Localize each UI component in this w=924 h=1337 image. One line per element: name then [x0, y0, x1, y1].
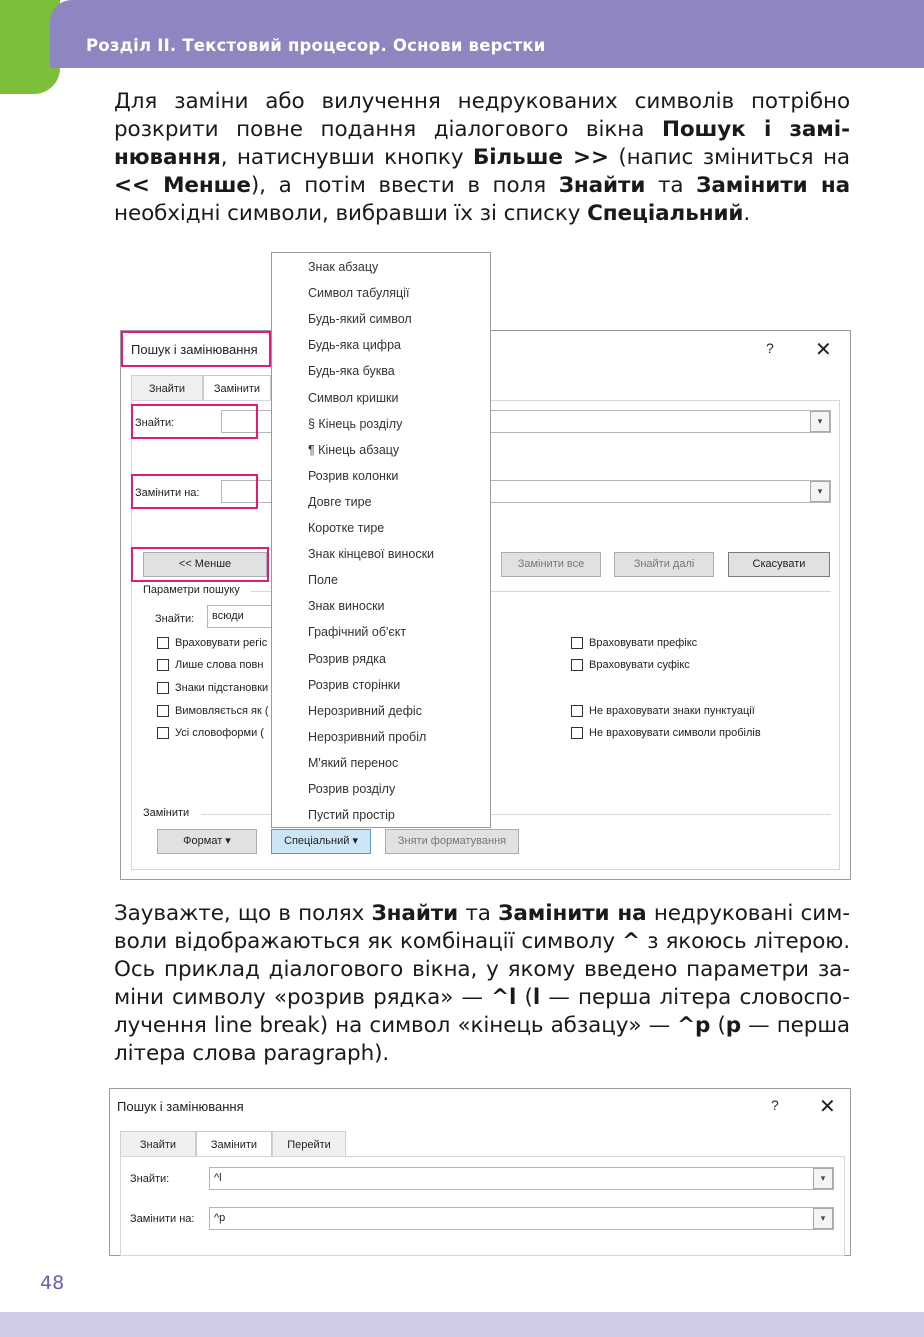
option-label-2: Лише слова повн	[175, 659, 264, 671]
paragraph2-run: ^p	[677, 1013, 711, 1038]
paragraph2-run: (	[710, 1013, 726, 1038]
special-list-item[interactable]: Будь-яка буква	[308, 364, 395, 379]
option-checkbox-1[interactable]	[157, 637, 169, 649]
replace-label: Замінити на:	[130, 1213, 195, 1225]
special-dropdown-list	[271, 252, 491, 828]
replace-dropdown-arrow[interactable]: ▾	[810, 481, 830, 502]
format-button[interactable]: Формат ▾	[157, 829, 257, 854]
less-button[interactable]: << Менше	[143, 552, 267, 577]
special-list-item[interactable]: Довге тире	[308, 494, 372, 509]
suffix-label: Враховувати суфікс	[589, 659, 690, 671]
paragraph2-run: Знайти	[371, 901, 459, 926]
replace-dropdown-arrow[interactable]: ▾	[813, 1208, 833, 1229]
option-label-5: Усі словоформи (	[175, 727, 264, 739]
special-list-item[interactable]: Символ кришки	[308, 390, 399, 405]
special-list-item[interactable]: Знак кінцевої виноски	[308, 547, 435, 562]
replace-input[interactable]: ^p	[209, 1207, 834, 1230]
page-number: 48	[40, 1272, 65, 1294]
paragraph1-run: Спеціальний	[587, 201, 744, 226]
special-list-item[interactable]: Нерозривний пробіл	[308, 729, 427, 744]
option-checkbox-5[interactable]	[157, 727, 169, 739]
paragraph1-run: << Менше	[114, 173, 251, 198]
replace-label: Замінити на:	[135, 487, 200, 499]
prefix-checkbox[interactable]	[571, 637, 583, 649]
dialog-title: Пошук і замінювання	[117, 1099, 244, 1114]
chapter-title: Розділ II. Текстовий процесор. Основи верстки	[86, 36, 546, 55]
special-list-item[interactable]: Розрив колонки	[308, 468, 399, 483]
special-list-item[interactable]: Графічний об'єкт	[308, 625, 407, 640]
find-label: Знайти:	[130, 1173, 170, 1185]
find-dropdown-arrow[interactable]: ▾	[810, 411, 830, 432]
paragraph1-run: Для заміни або вилучення недрукованих символів потрібно розкрити повне подання діалогового вікна	[114, 89, 850, 142]
option-checkbox-3[interactable]	[157, 682, 169, 694]
paragraph1-run: Більше >>	[472, 145, 609, 170]
special-button[interactable]: Спеціальний ▾	[271, 829, 371, 854]
special-list-item[interactable]: Коротке тире	[308, 521, 385, 535]
paragraph2-run: та	[458, 901, 499, 926]
whitespace-label: Не враховувати символи пробілів	[589, 727, 761, 739]
paragraph1-run: (напис зміниться на	[608, 145, 850, 170]
whitespace-checkbox[interactable]	[571, 727, 583, 739]
special-list-item[interactable]: Символ табуляції	[308, 286, 410, 301]
special-list-item[interactable]: Нерозривний дефіс	[308, 703, 422, 718]
dialog-title: Пошук і замінювання	[131, 342, 258, 357]
paragraph-intro	[114, 88, 850, 228]
highlight-less	[131, 547, 269, 582]
paragraph1-run: Пошук і замінювання	[114, 117, 850, 170]
special-list-item[interactable]: М'який перенос	[308, 755, 399, 770]
paragraph2-run: ^l	[491, 985, 517, 1010]
special-list-item[interactable]: Знак абзацу	[308, 260, 379, 274]
paragraph2-run: з якоюсь літерою. Ось приклад діалогового вікна, у якому введено параметри заміни символу «розрив рядка» —	[114, 929, 850, 1010]
paragraph1-run: .	[743, 201, 751, 226]
special-list-item[interactable]: Розрив рядка	[308, 651, 386, 666]
special-list-item[interactable]: Розрив розділу	[308, 782, 396, 796]
option-label-3: Знаки підстановки	[175, 682, 269, 694]
special-list-item[interactable]: § Кінець розділу	[308, 416, 403, 431]
paragraph2-run: — перша літера словосполучення line break) на символ «кінець абзацу» —	[114, 985, 850, 1038]
find-replace-dialog-example	[109, 1088, 851, 1256]
cancel-button[interactable]: Скасувати	[728, 552, 830, 577]
special-list-item[interactable]: Поле	[308, 573, 338, 588]
header-band	[50, 0, 924, 68]
no-format-button[interactable]: Зняти форматування	[385, 829, 519, 854]
paragraph1-run: Замінити на	[696, 173, 850, 198]
option-label-4: Вимовляється як (	[175, 705, 269, 717]
paragraph2-run: p	[725, 1013, 742, 1038]
paragraph2-run: l	[532, 985, 541, 1010]
option-checkbox-2[interactable]	[157, 659, 169, 671]
highlight-title	[121, 331, 271, 367]
close-icon[interactable]: ✕	[815, 339, 832, 361]
dialog-tabbar	[120, 1131, 844, 1157]
tab-goto[interactable]: Перейти	[272, 1131, 346, 1157]
paragraph1-run: та	[645, 173, 697, 198]
close-icon[interactable]: ✕	[819, 1096, 836, 1118]
special-list-item[interactable]: Будь-який символ	[308, 312, 412, 327]
special-list-item[interactable]: Знак виноски	[308, 599, 385, 614]
find-next-button[interactable]: Знайти далі	[614, 552, 714, 577]
tab-find[interactable]: Знайти	[131, 375, 203, 401]
search-in-select[interactable]: всюди	[207, 605, 287, 628]
paragraph2-run: недруковані символи відображаються як комбінації символу	[114, 901, 850, 954]
paragraph1-run: , натиснувши кнопку	[220, 145, 473, 170]
special-list-item[interactable]: Пустий простір	[308, 808, 395, 823]
suffix-checkbox[interactable]	[571, 659, 583, 671]
option-label-1: Враховувати регіс	[175, 637, 268, 649]
paragraph2-run: Зауважте, що в полях	[114, 901, 372, 926]
highlight-find	[131, 404, 258, 439]
tab-replace[interactable]: Замінити	[196, 1131, 272, 1158]
paragraph1-run: необхідні символи, вибравши їх зі списку	[114, 201, 588, 226]
footer-band	[0, 1312, 924, 1337]
help-button[interactable]: ?	[771, 1097, 779, 1113]
help-button[interactable]: ?	[766, 340, 774, 356]
tab-replace[interactable]: Замінити	[203, 375, 271, 402]
special-list-item[interactable]: Розрив сторінки	[308, 677, 401, 692]
search-options-label: Параметри пошуку	[143, 584, 240, 596]
find-dropdown-arrow[interactable]: ▾	[813, 1168, 833, 1189]
highlight-replace	[131, 474, 258, 509]
paragraph2-run: (	[516, 985, 533, 1010]
paragraph1-run: Знайти	[558, 173, 646, 198]
punctuation-checkbox[interactable]	[571, 705, 583, 717]
prefix-label: Враховувати префікс	[589, 637, 698, 649]
paragraph-explanation	[114, 900, 850, 1068]
find-input[interactable]: ^l	[209, 1167, 834, 1190]
tab-find[interactable]: Знайти	[120, 1131, 196, 1157]
paragraph1-run: ), а потім ввести в поля	[250, 173, 559, 198]
paragraph2-run: Замінити на	[498, 901, 647, 926]
search-in-label: Знайти:	[155, 613, 195, 625]
paragraph2-run: ^	[622, 929, 641, 954]
special-list-item[interactable]: Будь-яка цифра	[308, 338, 401, 353]
replace-all-button[interactable]: Замінити все	[501, 552, 601, 577]
find-label: Знайти:	[135, 417, 175, 429]
replace-section-label: Замінити	[143, 807, 190, 819]
paragraph2-run: — перша літера слова paragraph).	[114, 1013, 850, 1066]
punctuation-label: Не враховувати знаки пунктуації	[589, 705, 755, 717]
option-checkbox-4[interactable]	[157, 705, 169, 717]
special-list-item[interactable]: ¶ Кінець абзацу	[308, 442, 400, 457]
